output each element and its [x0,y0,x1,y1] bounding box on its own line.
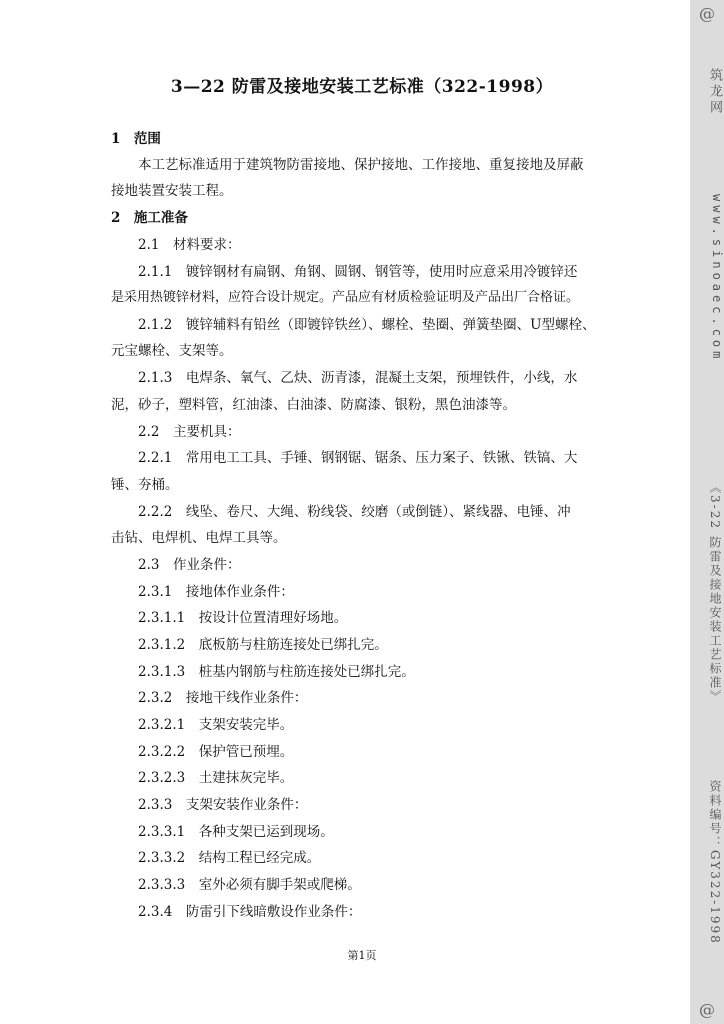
paragraph-line: 2.1.2 镀锌辅料有铅丝（即镀锌铁丝）、螺栓、垫圈、弹簧垫圈、U型螺栓、 [138,317,596,333]
list-item: 2.3.3 支架安装作业条件： [138,797,308,813]
list-item: 2.3.2 接地干线作业条件： [138,690,308,706]
paragraph-line: 2.1.3 电焊条、氧气、乙炔、沥青漆，混凝土支架，预埋铁件，小线，水 [138,370,578,386]
list-item: 2.3.2.3 土建抹灰完毕。 [138,770,294,786]
paragraph-line: 元宝螺栓、支架等。 [111,343,233,359]
list-item: 2.3.3.3 室外必须有脚手架或爬梯。 [138,877,361,893]
at-sign-icon: @ [699,1000,715,1019]
list-item: 2.3.1.1 按设计位置清理好场地。 [138,610,348,626]
site-name: 筑龙网 [707,68,722,116]
list-item: 2.3.1.3 桩基内钢筋与柱筋连接处已绑扎完。 [138,664,415,680]
paragraph-line: 本工艺标准适用于建筑物防雷接地、保护接地、工作接地、重复接地及屏蔽 [138,157,584,173]
list-item: 2.3.3.1 各种支架已运到现场。 [138,824,334,840]
list-item: 2.3.3.2 结构工程已经完成。 [138,850,321,866]
subsection-heading: 2.2 主要机具： [138,424,241,440]
list-item: 2.3.2.2 保护管已预埋。 [138,744,294,760]
list-item: 2.3.2.1 支架安装完毕。 [138,717,294,733]
subsection-heading: 2.3 作业条件： [138,557,241,573]
paragraph-line: 击钻、电焊机、电焊工具等。 [111,530,287,546]
list-item: 2.3.1 接地体作业条件： [138,584,294,600]
doc-code: 资料编号：GY322-1998 [708,780,722,945]
paragraph-line: 2.2.2 线坠、卷尺、大绳、粉线袋、绞磨（或倒链）、紧线器、电锤、冲 [138,504,571,520]
paragraph-line: 锤、夯桶。 [111,477,179,493]
doc-title-vertical: 《3-22 防雷及接地安装工艺标准》 [708,481,722,704]
page-number: 第1页 [347,949,377,962]
list-item: 2.3.1.2 底板筋与柱筋连接处已绑扎完。 [138,637,388,653]
paragraph-line: 2.1.1 镀锌钢材有扁钢、角钢、圆钢、钢管等，使用时应意采用冷镀锌还 [138,264,578,280]
at-sign-icon: @ [699,4,715,23]
paragraph-line: 接地装置安装工程。 [111,183,233,199]
site-url: www.sinoaec.com [710,193,724,363]
section-heading: 2 施工准备 [111,210,188,226]
subsection-heading: 2.1 材料要求： [138,237,241,253]
document-title: 3—22 防雷及接地安装工艺标准（322-1998） [170,77,554,97]
section-heading: 1 范围 [111,131,161,147]
paragraph-line: 泥，砂子，塑料管，红油漆、白油漆、防腐漆、银粉，黑色油漆等。 [111,397,516,413]
list-item: 2.3.4 防雷引下线暗敷设作业条件： [138,904,362,920]
paragraph-line: 是采用热镀锌材料，应符合设计规定。产品应有材质检验证明及产品出厂合格证。 [111,290,580,305]
watermark-sidebar [690,0,724,1024]
paragraph-line: 2.2.1 常用电工工具、手锤、钢钢锯、锯条、压力案子、铁锹、铁镐、大 [138,450,578,466]
